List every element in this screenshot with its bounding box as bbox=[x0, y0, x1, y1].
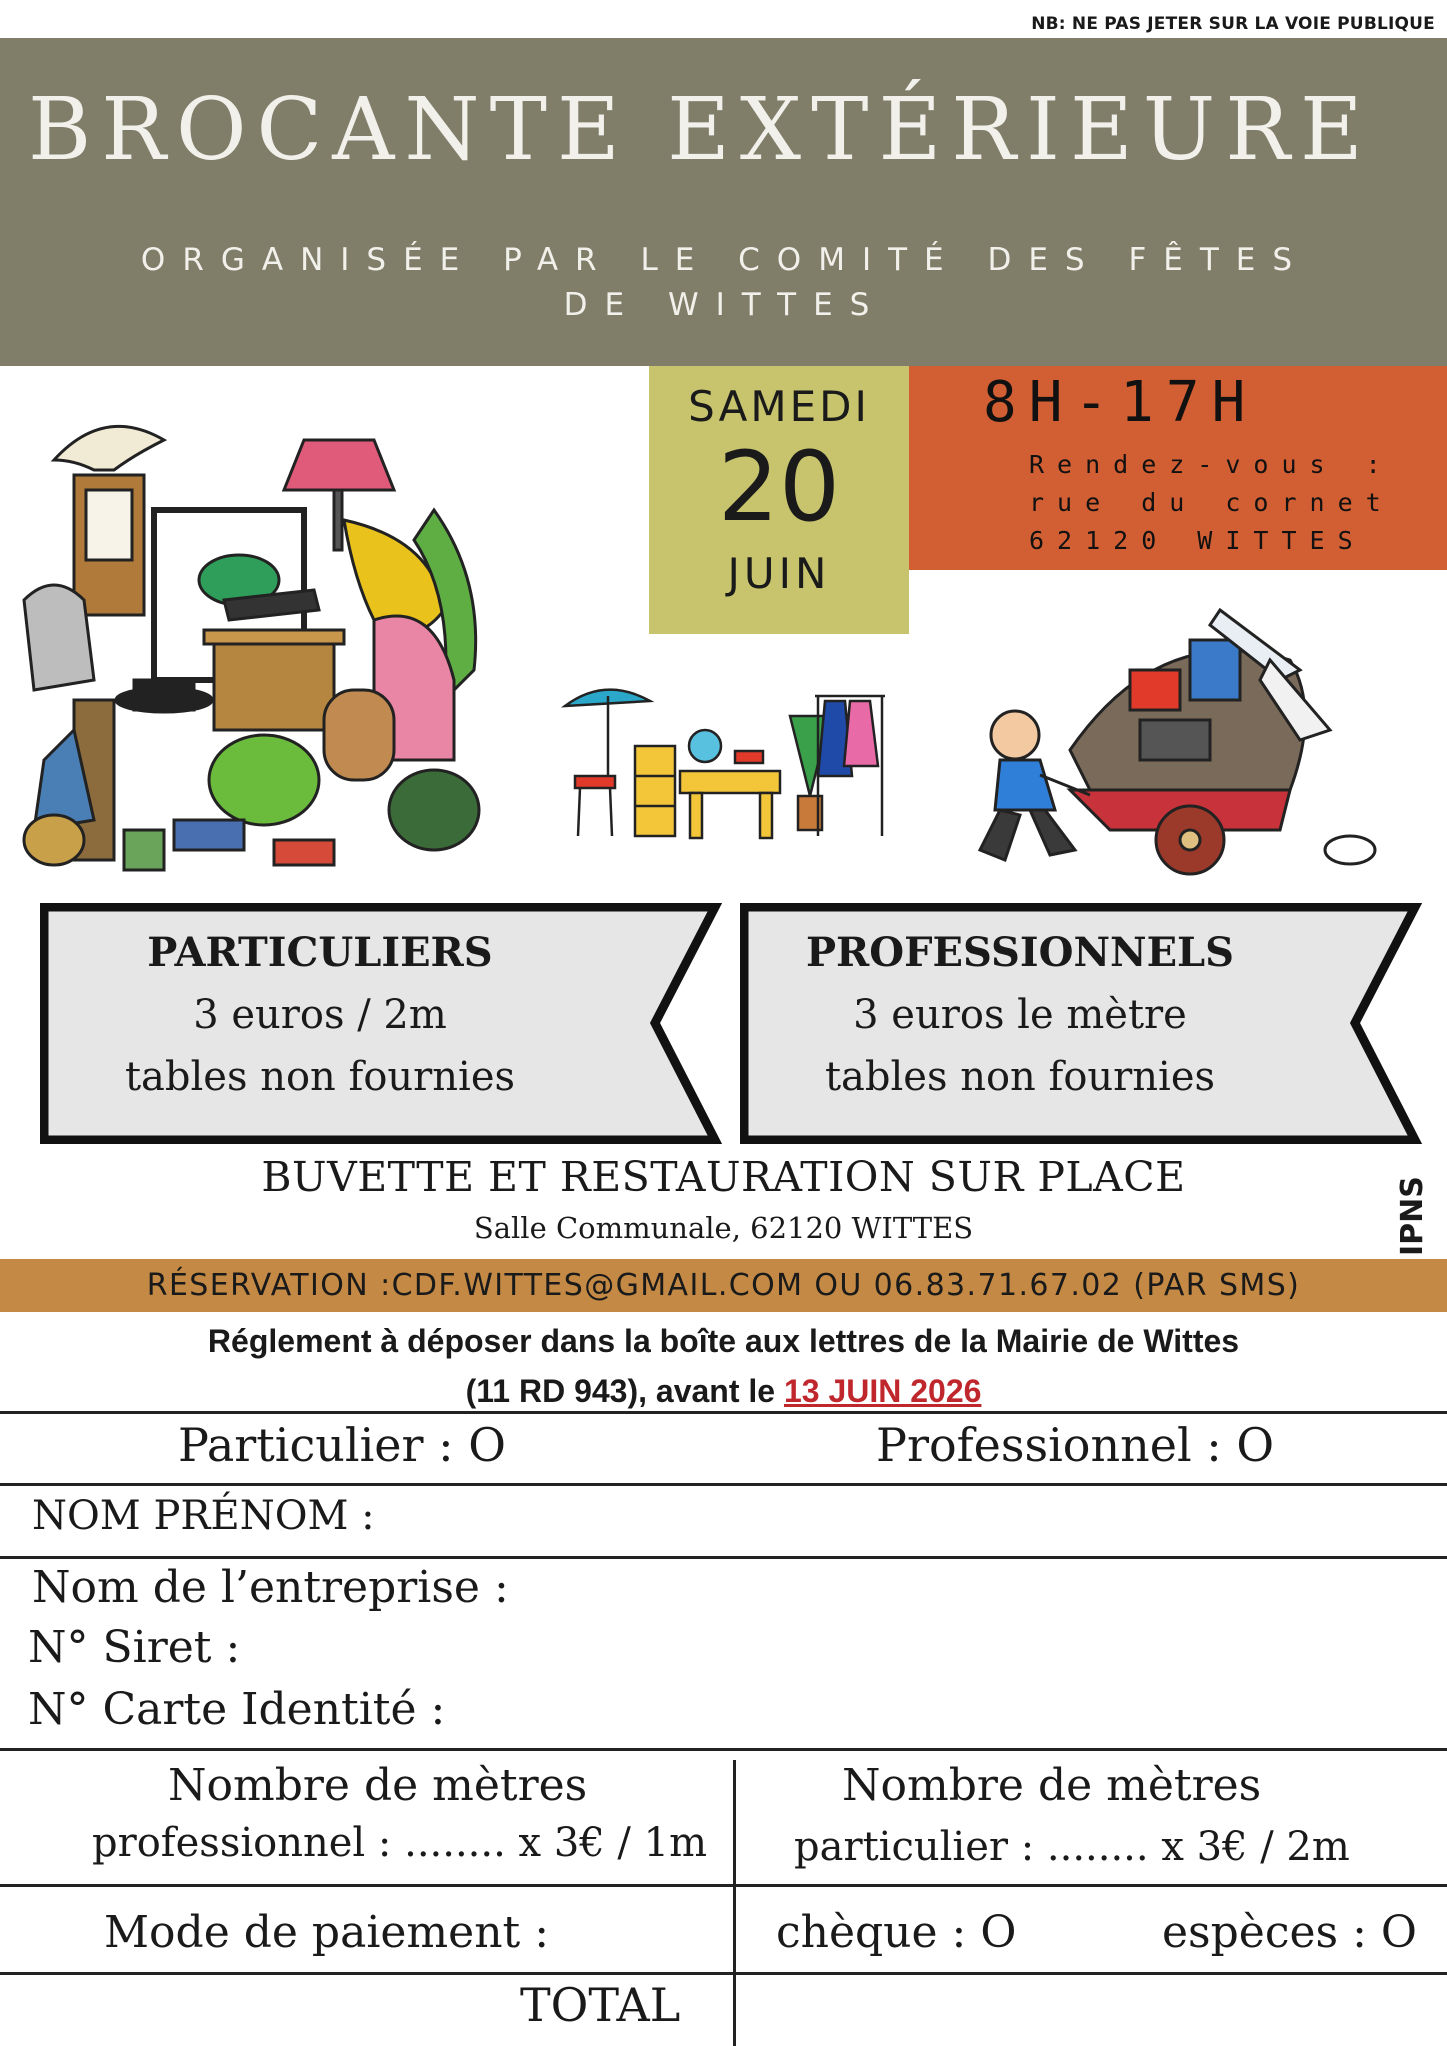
buvette-heading: BUVETTE ET RESTAURATION SUR PLACE bbox=[261, 1153, 1186, 1201]
particuliers-panel bbox=[40, 903, 723, 1144]
professionnels-price: 3 euros le mètre bbox=[853, 992, 1187, 1038]
subtitle-line-1: ORGANISÉE PAR LE COMITÉ DES FÊTES bbox=[140, 242, 1310, 278]
disposal-notice: NB: NE PAS JETER SUR LA VOIE PUBLIQUE bbox=[1031, 14, 1435, 34]
wheelbarrow-illustration bbox=[960, 600, 1390, 880]
meeting-point bbox=[1029, 446, 1394, 560]
date-day: SAMEDI bbox=[688, 382, 870, 431]
professionnels-title: PROFESSIONNELS bbox=[805, 929, 1235, 976]
reglement-prefix: (11 RD 943), avant le bbox=[465, 1373, 784, 1409]
page-title: BROCANTE EXTÉRIEURE bbox=[28, 80, 1373, 180]
nom-prenom-field[interactable]: NOM PRÉNOM : bbox=[32, 1493, 375, 1539]
total-label: TOTAL bbox=[520, 1978, 681, 2032]
date-month: JUIN bbox=[727, 549, 831, 598]
deadline-date: 13 JUIN 2026 bbox=[783, 1373, 982, 1409]
rdv-line-1: Rendez-vous : bbox=[1029, 450, 1394, 479]
rdv-line-3: 62120 WITTES bbox=[1029, 526, 1366, 555]
metres-pro-field[interactable]: professionnel : ........ x 3€ / 1m bbox=[92, 1820, 707, 1866]
subtitle-line-2: DE WITTES bbox=[563, 287, 887, 323]
date-number: 20 bbox=[717, 431, 841, 543]
particuliers-price: 3 euros / 2m bbox=[193, 992, 447, 1038]
professionnels-panel bbox=[740, 903, 1423, 1144]
form-column-divider bbox=[733, 1760, 736, 2046]
ipns-label bbox=[1395, 1176, 1429, 1256]
siret-field[interactable]: N° Siret : bbox=[28, 1622, 241, 1673]
antiques-pile-illustration bbox=[14, 400, 504, 880]
metres-part-title: Nombre de mètres bbox=[842, 1760, 1262, 1811]
particuliers-tables: tables non fournies bbox=[124, 1054, 516, 1100]
professionnels-tables: tables non fournies bbox=[824, 1054, 1216, 1100]
particulier-option[interactable]: Particulier : O bbox=[178, 1418, 506, 1472]
form-divider bbox=[0, 1483, 1447, 1486]
professionnels-text bbox=[740, 903, 1300, 1100]
professionnel-option[interactable]: Professionnel : O bbox=[876, 1418, 1275, 1472]
reglement-line-2 bbox=[0, 1366, 1447, 1416]
metres-part-field[interactable]: particulier : ........ x 3€ / 2m bbox=[794, 1824, 1350, 1870]
payment-instructions bbox=[0, 1316, 1447, 1416]
reservation-bar: RÉSERVATION :CDF.WITTES@GMAIL.COM OU 06.83.71.67.02 (PAR SMS) bbox=[0, 1259, 1447, 1312]
particuliers-title: PARTICULIERS bbox=[147, 929, 493, 976]
rdv-line-2: rue du cornet bbox=[1029, 488, 1394, 517]
market-stand-illustration bbox=[560, 676, 890, 846]
form-divider bbox=[0, 1748, 1447, 1751]
time-box bbox=[909, 366, 1447, 570]
particuliers-text bbox=[40, 903, 600, 1100]
reglement-line-1: Réglement à déposer dans la boîte aux lettres de la Mairie de Wittes bbox=[207, 1323, 1240, 1359]
form-divider bbox=[0, 1884, 1447, 1887]
opening-hours: 8H-17H bbox=[983, 370, 1258, 435]
form-divider bbox=[0, 1411, 1447, 1414]
cheque-option[interactable]: chèque : O bbox=[776, 1907, 1017, 1958]
date-box bbox=[649, 366, 909, 634]
especes-option[interactable]: espèces : O bbox=[1162, 1907, 1417, 1958]
metres-pro-title: Nombre de mètres bbox=[168, 1760, 588, 1811]
carte-identite-field[interactable]: N° Carte Identité : bbox=[28, 1684, 446, 1735]
form-divider bbox=[0, 1556, 1447, 1559]
entreprise-field[interactable]: Nom de l’entreprise : bbox=[32, 1562, 509, 1613]
form-divider bbox=[0, 1972, 1447, 1975]
organizer-subtitle bbox=[40, 238, 1410, 328]
salle-address: Salle Communale, 62120 WITTES bbox=[473, 1211, 974, 1245]
ipns-text: IPNS bbox=[1395, 1176, 1430, 1256]
mode-paiement-label: Mode de paiement : bbox=[104, 1907, 550, 1958]
